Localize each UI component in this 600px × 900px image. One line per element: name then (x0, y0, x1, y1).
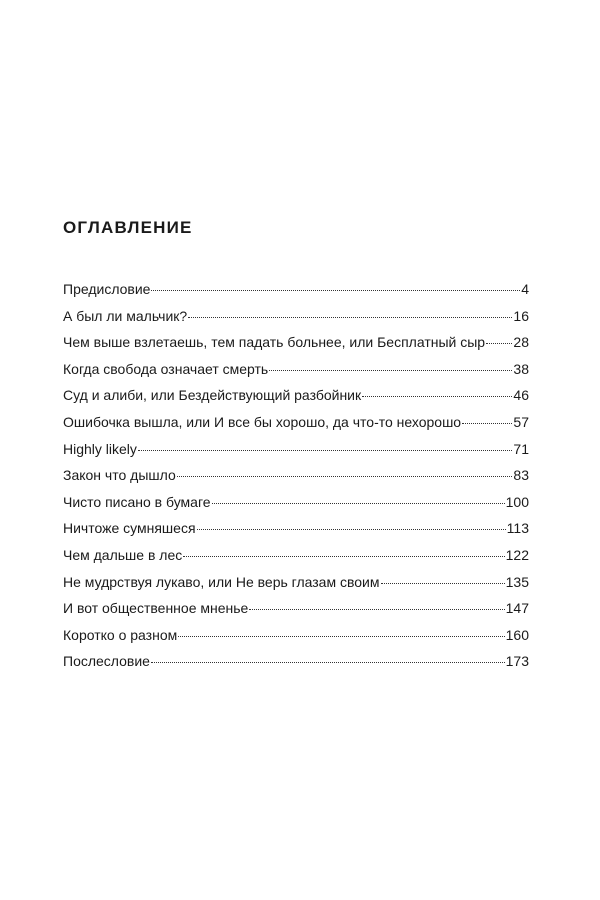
toc-page-number: 122 (505, 546, 529, 563)
dot-leader (362, 395, 512, 397)
toc-page-number: 113 (506, 520, 529, 537)
dot-leader (183, 555, 504, 557)
dot-leader (151, 289, 520, 291)
toc-page-number: 38 (513, 360, 529, 377)
toc-entry (63, 356, 529, 383)
toc-entry (63, 303, 529, 330)
toc-entry-title: А был ли мальчик? (63, 307, 188, 324)
toc-entry (63, 489, 529, 516)
toc-entry (63, 329, 529, 356)
toc-page-number: 28 (513, 334, 529, 351)
toc-entry-title: Закон что дышло (63, 467, 176, 484)
toc-page-number: 16 (513, 307, 529, 324)
toc-entry (63, 462, 529, 489)
toc-entry (63, 569, 529, 596)
toc-entry-title: Послесловие (63, 653, 150, 670)
toc-entry-title: Предисловие (63, 281, 151, 297)
dot-leader (197, 528, 506, 530)
toc-page-number: 83 (513, 467, 529, 484)
dot-leader (462, 422, 512, 424)
toc-entry (63, 595, 529, 622)
toc-entry (63, 648, 529, 675)
toc-page-number: 135 (505, 573, 529, 590)
dot-leader (178, 635, 504, 637)
toc-entry-title: Ничтоже сумняшеся (63, 520, 196, 537)
dot-leader (486, 342, 512, 344)
toc-entry-title: Чисто писано в бумаге (63, 493, 211, 510)
dot-leader (269, 369, 512, 371)
toc-page-number: 147 (505, 600, 529, 617)
dot-leader (212, 502, 505, 504)
toc-entry-title: Чем выше взлетаешь, тем падать больнее, или Бесплатный сыр (63, 334, 486, 351)
toc-entry-title: Когда свобода означает смерть (63, 360, 269, 377)
dot-leader (138, 449, 513, 451)
toc-entry-title: Чем дальше в лес (63, 546, 183, 563)
toc-list (63, 276, 529, 675)
toc-page-number: 57 (513, 413, 529, 430)
toc-entry (63, 276, 529, 303)
toc-heading: ОГЛАВЛЕНИЕ (63, 218, 193, 237)
toc-entry (63, 382, 529, 409)
toc-entry (63, 409, 529, 436)
dot-leader (381, 582, 505, 584)
toc-entry-title: Коротко о разном (63, 626, 178, 643)
toc-entry-title: Не мудрствуя лукаво, или Не верь глазам своим (63, 573, 380, 590)
toc-entry-title: Ошибочка вышла, или И все бы хорошо, да что-то нехорошо (63, 413, 462, 430)
toc-entry (63, 542, 529, 569)
toc-entry-title: Highly likely (63, 440, 137, 457)
toc-page-number: 4 (521, 281, 529, 297)
toc-page-number: 160 (505, 626, 529, 643)
toc-page-number: 46 (513, 387, 529, 404)
toc-entry (63, 436, 529, 463)
dot-leader (177, 475, 513, 477)
toc-entry (63, 515, 529, 542)
toc-page-number: 71 (513, 440, 529, 457)
dot-leader (188, 316, 512, 318)
toc-entry (63, 622, 529, 649)
toc-entry-title: И вот общественное мненье (63, 600, 249, 617)
toc-page-number: 100 (505, 493, 529, 510)
dot-leader (249, 608, 504, 610)
toc-entry-title: Суд и алиби, или Бездействующий разбойник (63, 387, 362, 404)
toc-page-number: 173 (505, 653, 529, 670)
dot-leader (151, 661, 505, 663)
